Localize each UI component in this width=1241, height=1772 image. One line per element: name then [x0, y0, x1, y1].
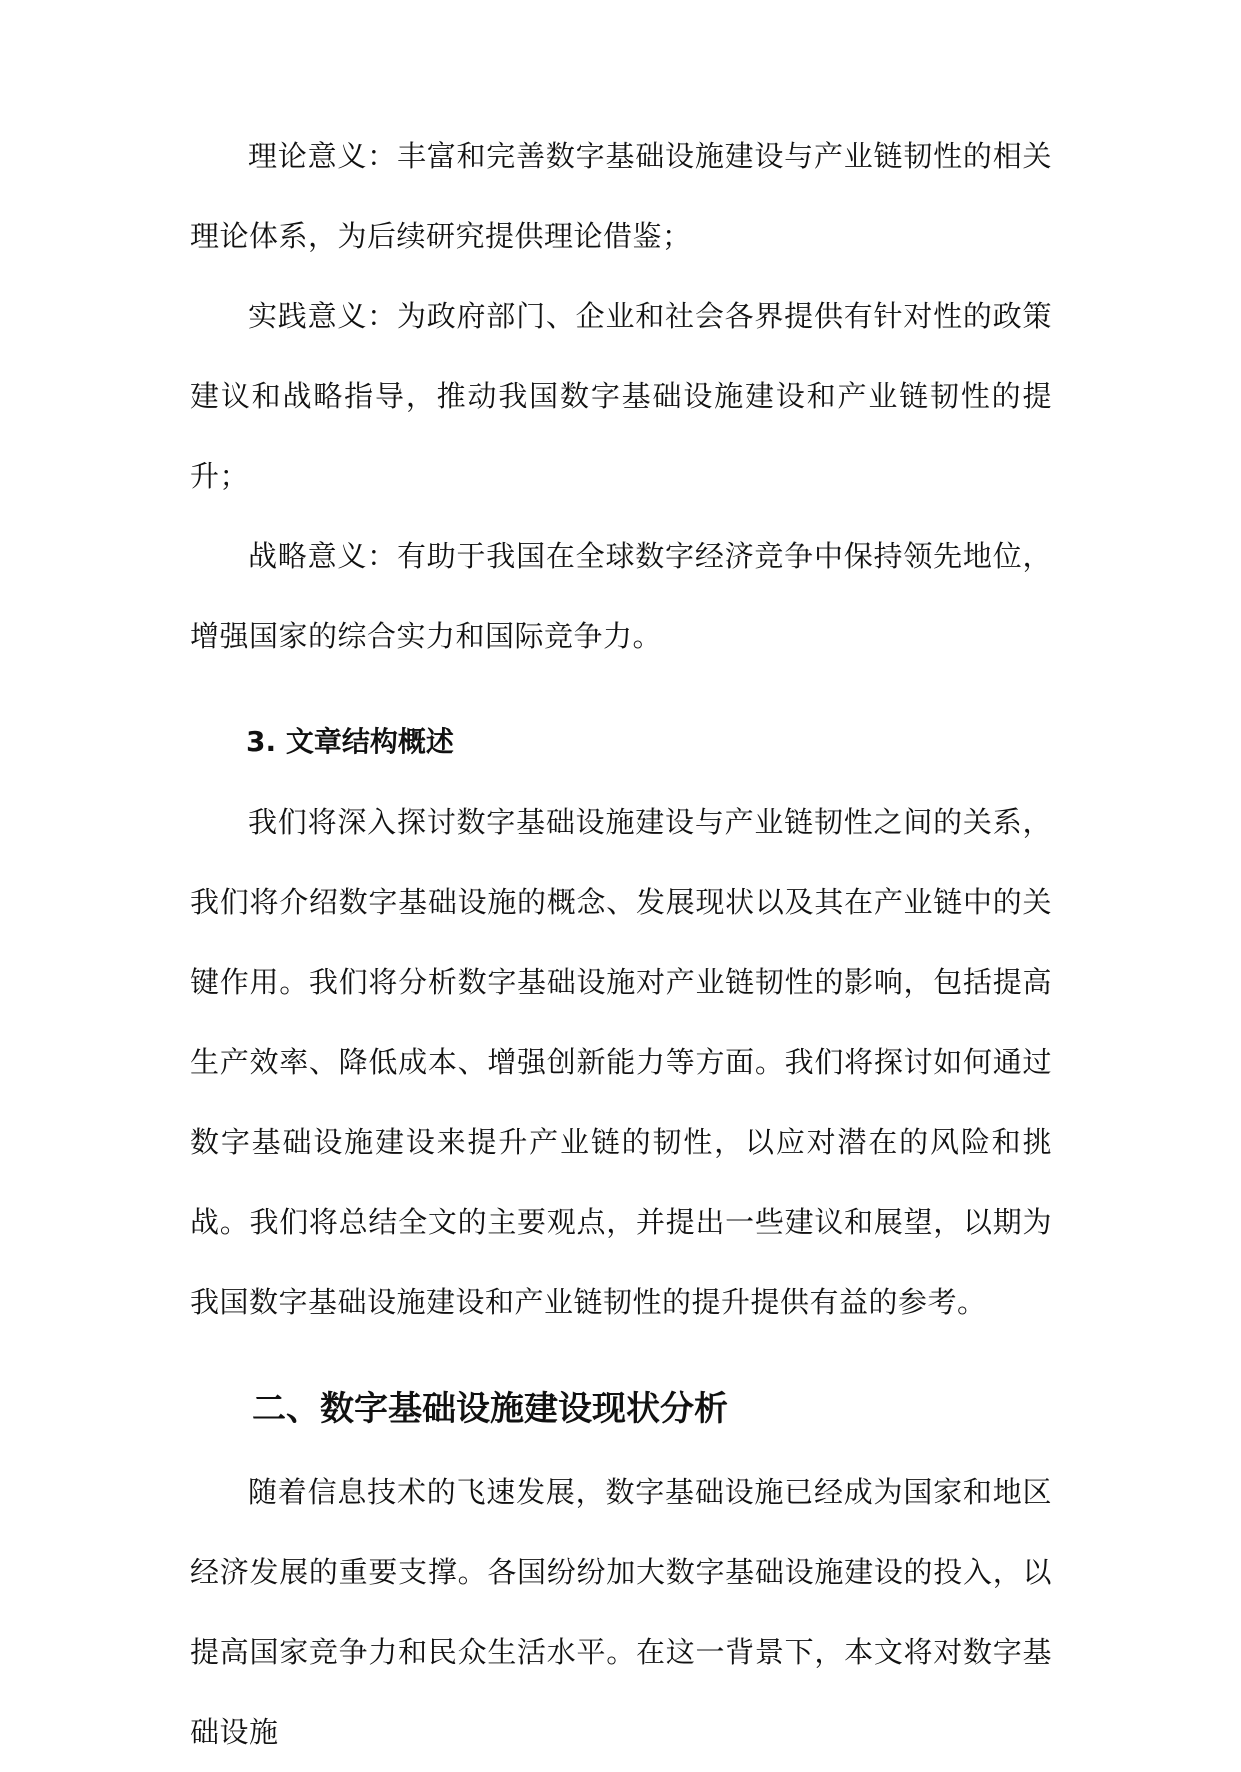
paragraph-practical-significance: 实践意义：为政府部门、企业和社会各界提供有针对性的政策建议和战略指导，推动我国数字基础设施建设和产业链韧性的提升；: [190, 299, 1052, 493]
chapter-2-heading: 二、数字基础设施建设现状分析: [252, 1389, 728, 1429]
chapter-2-body: 随着信息技术的飞速发展，数字基础设施已经成为国家和地区经济发展的重要支撑。各国纷纷加大数字基础设施建设的投入，以提高国家竞争力和民众生活水平。在这一背景下，本文将对数字基础设施: [190, 1475, 1052, 1749]
section-3-body: 我们将深入探讨数字基础设施建设与产业链韧性之间的关系，我们将介绍数字基础设施的概念、发展现状以及其在产业链中的关键作用。我们将分析数字基础设施对产业链韧性的影响，包括提高生产效率、降低成本、增强创新能力等方面。我们将探讨如何通过数字基础设施建设来提升产业链的韧性，以应对潜在的风险和挑战。我们将总结全文的主要观点，并提出一些建议和展望，以期为我国数字基础设施建设和产业链韧性的提升提供有益的参考。: [190, 805, 1052, 1319]
paragraph-theoretical-significance: 理论意义：丰富和完善数字基础设施建设与产业链韧性的相关理论体系，为后续研究提供理论借鉴；: [190, 139, 1052, 253]
section-3-heading: 3. 文章结构概述: [246, 725, 454, 758]
paragraph-strategic-significance: 战略意义：有助于我国在全球数字经济竞争中保持领先地位，增强国家的综合实力和国际竞争力。: [190, 539, 1052, 653]
document-page: [190, 116, 1052, 1772]
